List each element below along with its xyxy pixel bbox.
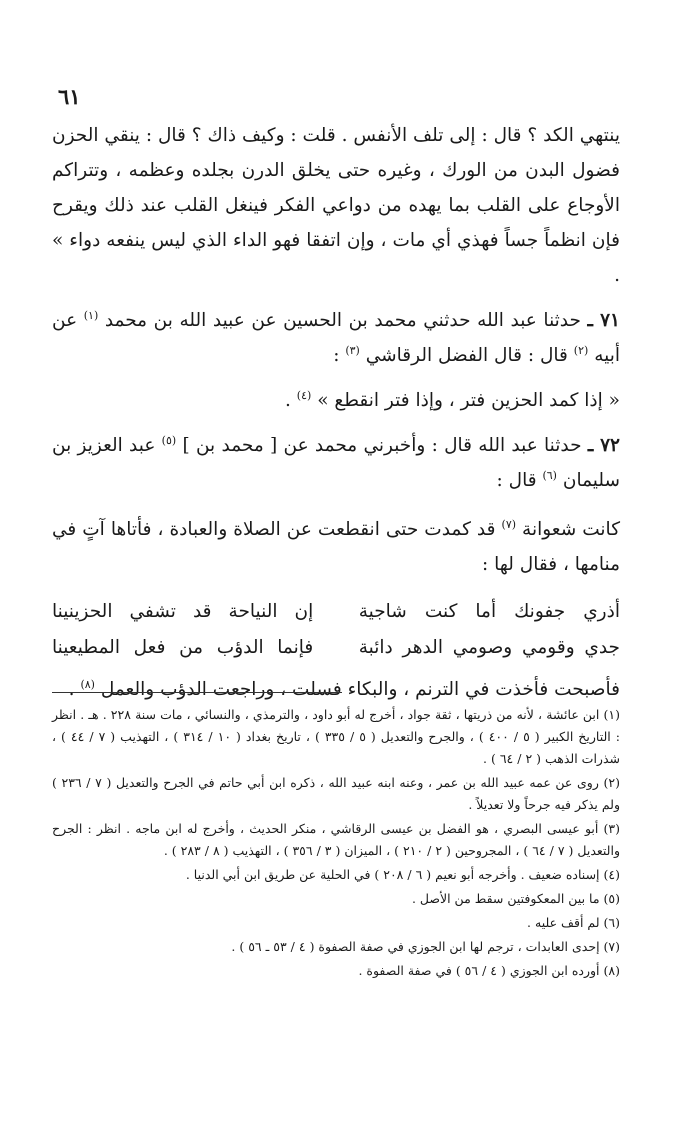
page-number: ٦١: [58, 84, 81, 109]
paragraph-71-text-b: عن أبيه: [52, 310, 620, 366]
footnote-4: (٤) إسناده ضعيف . وأخرجه أبو نعيم ( ٦ / ٢٠٨ ) في الحلية عن طريق ابن أبي الدنيا .: [185, 867, 620, 882]
footnote-6: (٦) لم أقف عليه .: [527, 915, 620, 930]
footnote-ref-5: (٥): [161, 433, 177, 447]
narration-number-71: ٧١ ـ: [587, 310, 620, 331]
footnote-divider: [52, 692, 342, 693]
paragraph-72-text-c: قال :: [496, 470, 537, 491]
poem-verse-1: [52, 594, 620, 630]
footnote-ref-8: (٨): [80, 677, 95, 691]
poem-verse-1-second-hemistich: إن النياحة قد تشفي الحزينينا: [52, 601, 314, 622]
footnote-ref-6: (٦): [542, 468, 557, 482]
poem-verse-1-first-hemistich: أذري جفونك أما كنت شاجية: [358, 601, 620, 622]
footnote-2: (٢) روى عن عمه عبيد الله بن عمر ، وعنه ابنه عبيد الله ، ذكره ابن أبي حاتم في الجرح والتعديل ( ٧ / ٢٣٦ ) ولم يذكر فيه جرحاً ولا تعديلاً .: [52, 775, 620, 812]
story-text-a: كانت شعوانة: [522, 519, 621, 540]
main-text: [52, 118, 620, 707]
quote-end: .: [285, 390, 291, 411]
footnote-7: (٧) إحدى العابدات ، ترجم لها ابن الجوزي في صفة الصفوة ( ٤ / ٥٣ ـ ٥٦ ) .: [231, 939, 620, 954]
closing-text: فأصبحت فأخذت في الترنم ، والبكاء فسلت ، وراجعت الدؤب والعمل: [100, 679, 620, 700]
footnote-3: (٣) أبو عيسى البصري ، هو الفضل بن عيسى الرقاشي ، منكر الحديث ، وأخرج له ابن ماجه . انظر : الجرح والتعديل ( ٧ / ٦٤ ) ، المجروحين ( ٢ / ٢١٠ ) ، الميزان ( ٣ / ٣٥٦ ) ، التهذيب ( ٨ / ٢٨٣ ) .: [52, 821, 620, 858]
paragraph-71-text-a: حدثنا عبد الله حدثني محمد بن الحسين عن عبيد الله بن محمد: [104, 310, 581, 331]
footnotes: [52, 704, 620, 982]
paragraph-72-text-a: حدثنا عبد الله قال : وأخبرني محمد عن [ محمد بن ]: [182, 435, 582, 456]
paragraph-72-text-b: عبد العزيز بن سليمان: [52, 435, 620, 491]
footnote-1: (١) ابن عائشة ، لأنه من ذريتها ، ثقة جواد ، أخرج له أبو داود ، والترمذي ، والنسائي ، مات سنة ٢٢٨ . هـ . انظر : التاريخ الكبير ( ٥ / ٤٠٠ ) ، والجرح والتعديل ( ٥ / ٣٣٥ ) ، تاريخ بغداد ( ١٠ / ٣١٤ ) ، التهذيب ( ٧ / ٤٤ ) ، شذرات الذهب ( ٢ / ٦٤ ) .: [52, 707, 620, 766]
footnote-5: (٥) ما بين المعكوفتين سقط من الأصل .: [411, 891, 620, 906]
poem-verse-2: [52, 630, 620, 666]
paragraph-71-text-d: :: [333, 345, 340, 366]
footnote-ref-4: (٤): [296, 388, 312, 402]
poem: [52, 594, 620, 666]
poem-verse-2-first-hemistich: جدي وقومي وصومي الدهر دائبة: [358, 637, 620, 658]
poem-verse-2-second-hemistich: فإنما الدؤب من فعل المطيعينا: [52, 637, 314, 658]
paragraph-71-text-c: قال : قال الفضل الرقاشي: [365, 345, 568, 366]
closing-paragraph: [52, 672, 620, 707]
footnote-ref-7: (٧): [501, 517, 517, 531]
paragraph-72: [52, 428, 620, 498]
narration-number-72: ٧٢ ـ: [587, 435, 620, 456]
footnote-8: (٨) أورده ابن الجوزي ( ٤ / ٥٦ ) في صفة الصفوة .: [358, 963, 620, 978]
quote-text: « إذا كمد الحزين فتر ، وإذا فتر انقطع »: [317, 390, 620, 411]
closing-end: .: [68, 679, 75, 700]
footnote-ref-2: (٢): [573, 343, 589, 357]
paragraph-1: ينتهي الكد ؟ قال : إلى تلف الأنفس . قلت : وكيف ذاك ؟ قال : ينقي الحزن فضول البدن من الورك ، وغيره حتى يخلق الدرن بجلده وعظمه ، وتتراكم الأوجاع على القلب بما يهده من دواعي الفكر فينغل القلب عند ذلك ويقرح فإن انظماً جساً فهذي أي مات ، وإن اتفقا فهو الداء الذي ليس ينفعه دواء » .: [52, 125, 620, 286]
footnote-ref-1: (١): [83, 308, 99, 322]
story-paragraph: [52, 512, 620, 582]
paragraph-71: [52, 303, 620, 373]
footnote-ref-3: (٣): [345, 343, 360, 357]
story-text-b: قد كمدت حتى انقطعت عن الصلاة والعبادة ، فأتاها آتٍ في منامها ، فقال لها :: [52, 519, 620, 575]
quote-paragraph: [52, 383, 620, 418]
